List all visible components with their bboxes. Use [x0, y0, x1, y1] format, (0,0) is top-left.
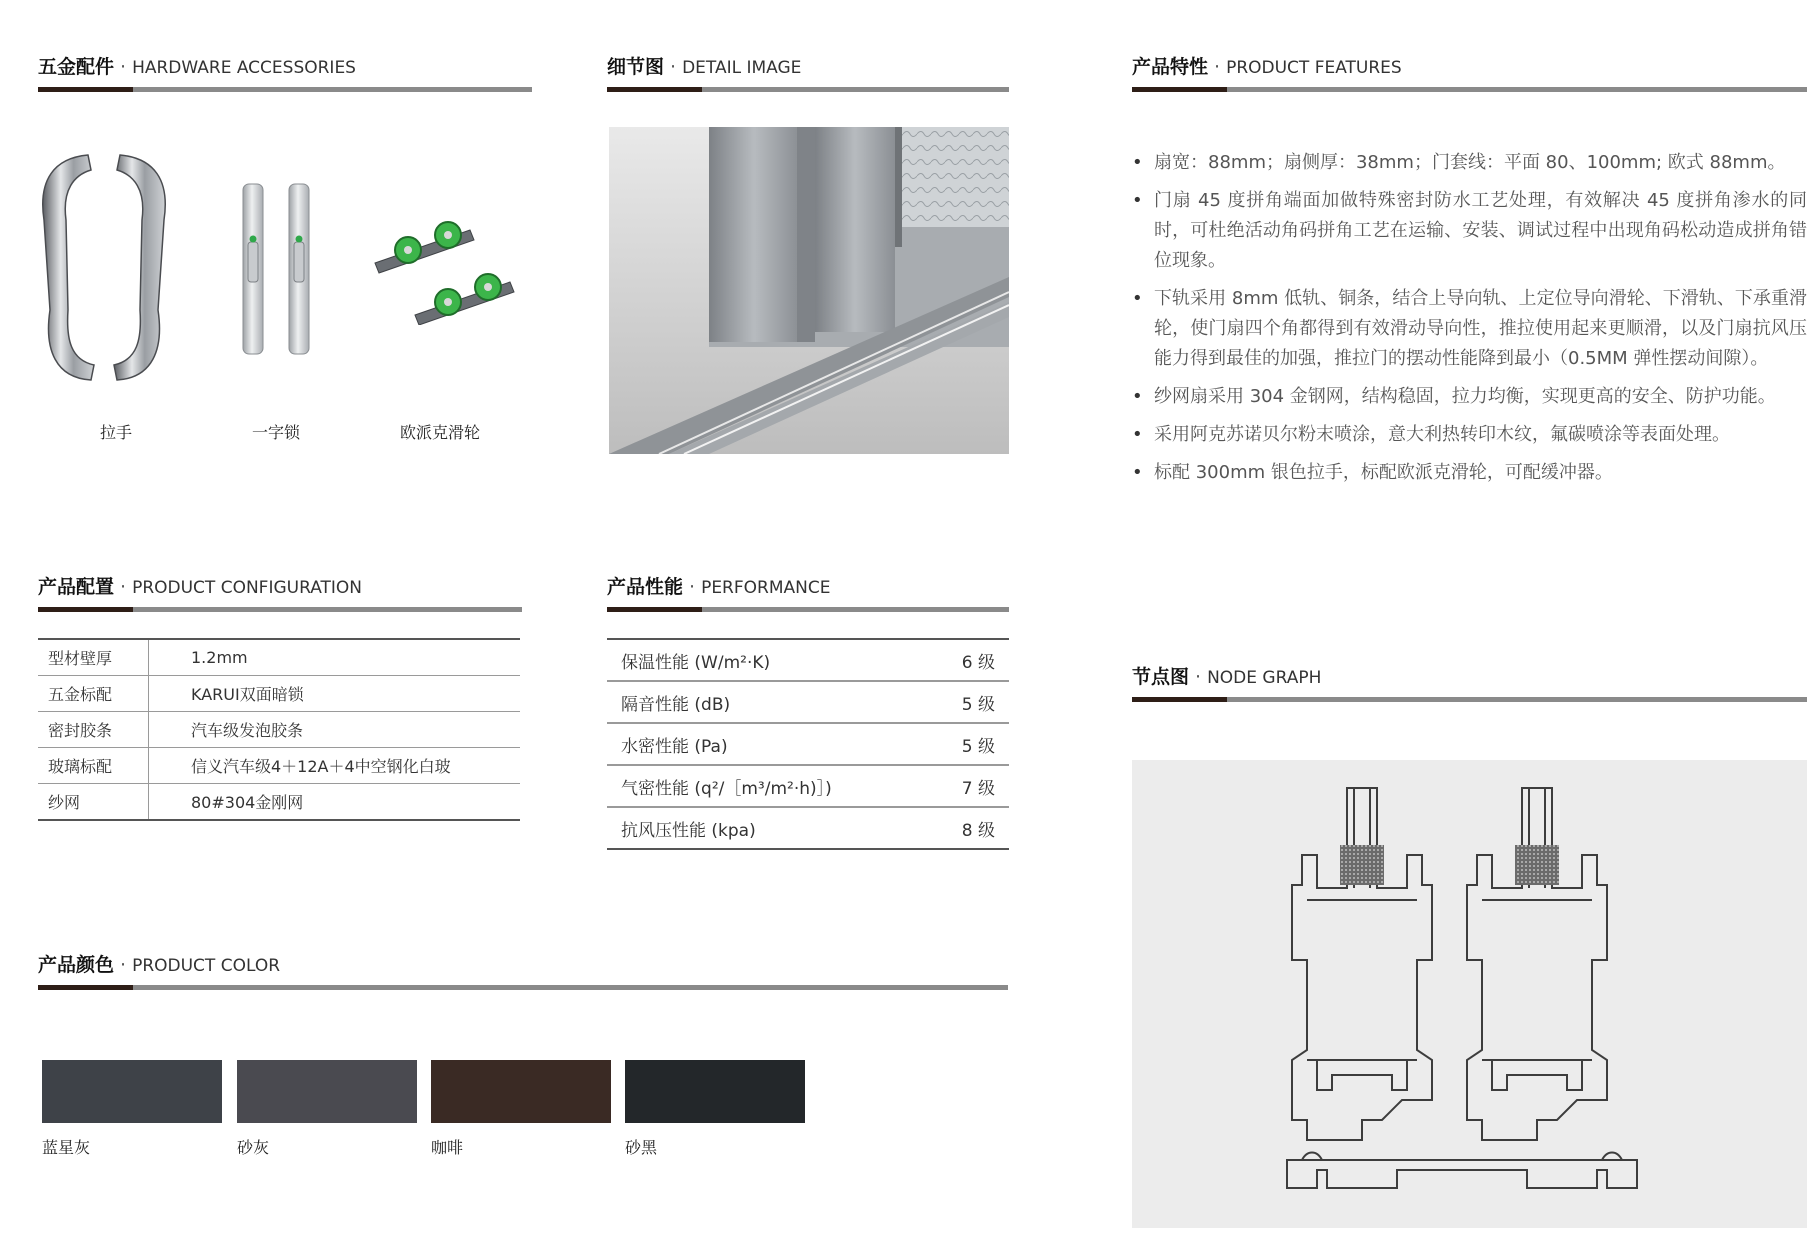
color-label: 砂黑 [625, 1138, 658, 1157]
section-rule [607, 87, 1009, 92]
hardware-title-en: HARDWARE ACCESSORIES [132, 58, 356, 78]
detail-section-title [607, 52, 801, 79]
detail-section-header [607, 52, 1009, 102]
section-rule-accent [38, 87, 133, 92]
section-rule [1132, 87, 1807, 92]
config-section-header [38, 572, 522, 622]
section-rule [38, 985, 1008, 990]
section-rule-accent [607, 607, 702, 612]
features-section-header [1132, 52, 1807, 102]
performance-level: 7 级 [927, 765, 1009, 807]
section-rule-accent [607, 87, 702, 92]
section-rule-accent [38, 607, 133, 612]
config-title-zh: 产品配置 [38, 576, 115, 598]
section-rule [607, 607, 1009, 612]
section-rule-accent [1132, 87, 1227, 92]
features-title-zh: 产品特性 [1132, 56, 1209, 78]
hardware-section-title [38, 52, 356, 79]
hardware-label-lock: 一字锁 [251, 423, 300, 442]
config-value: 信义汽车级4＋12A＋4中空钢化白玻 [149, 748, 521, 784]
performance-level: 5 级 [927, 681, 1009, 723]
hardware-title-zh: 五金配件 [38, 56, 115, 78]
title-separator: · [1214, 56, 1221, 78]
color-section-header [38, 950, 1008, 1000]
section-rule [38, 607, 522, 612]
feature-item: • 采用阿克苏诺贝尔粉末喷涂，意大利热转印木纹，氟碳喷涂等表面处理。 [1132, 420, 1807, 450]
performance-level: 5 级 [927, 723, 1009, 765]
performance-table [607, 638, 1009, 850]
hardware-section-header [38, 52, 532, 102]
detail-title-en: DETAIL IMAGE [682, 58, 802, 78]
section-rule [38, 87, 532, 92]
config-key: 玻璃标配 [38, 748, 149, 784]
node-profile-drawing [1132, 760, 1807, 1228]
performance-key: 水密性能 (Pa) [607, 723, 927, 765]
node-section-header [1132, 662, 1807, 712]
title-separator: · [120, 56, 127, 78]
door-handle-image [36, 150, 176, 385]
performance-title-en: PERFORMANCE [701, 578, 831, 598]
color-label: 蓝星灰 [42, 1138, 91, 1157]
features-list [1132, 148, 1807, 496]
door-detail-image [609, 127, 1009, 454]
color-swatch-blue-star-grey [42, 1060, 222, 1123]
color-title-en: PRODUCT COLOR [132, 956, 281, 976]
hardware-label-pulley: 欧派克滑轮 [399, 423, 480, 442]
node-title-zh: 节点图 [1132, 666, 1190, 688]
color-title-zh: 产品颜色 [38, 954, 115, 976]
feature-item: • 标配 300mm 银色拉手，标配欧派克滑轮，可配缓冲器。 [1132, 458, 1807, 488]
title-separator: · [670, 56, 677, 78]
performance-title-zh: 产品性能 [607, 576, 684, 598]
features-section-title [1132, 52, 1402, 79]
config-key: 型材壁厚 [38, 639, 149, 676]
feature-item: • 扇宽：88mm；扇侧厚：38mm；门套线：平面 80、100mm; 欧式 88mm。 [1132, 148, 1807, 178]
config-value: KARUI双面暗锁 [149, 676, 521, 712]
feature-item: • 下轨采用 8mm 低轨、铜条，结合上导向轨、上定位导向滑轮、下滑轨、下承重滑轮，使门扇四个角都得到有效滑动导向性，推拉使用起来更顺滑，以及门扇抗风压能力得到最佳的加强，推拉门的摆动性能降到最小（0.5MM 弹性摆动间隙）。 [1132, 284, 1807, 374]
performance-key: 气密性能 (q²/［m³/m²·h)］) [607, 765, 927, 807]
config-value: 汽车级发泡胶条 [149, 712, 521, 748]
title-separator: · [689, 576, 696, 598]
color-label: 咖啡 [431, 1138, 464, 1157]
color-label: 砂灰 [237, 1138, 270, 1157]
roller-pulley-image [370, 205, 530, 325]
title-separator: · [120, 954, 127, 976]
color-swatch-coffee [431, 1060, 611, 1123]
table-row [607, 681, 1009, 723]
feature-item: • 纱网扇采用 304 金钢网，结构稳固，拉力均衡，实现更高的安全、防护功能。 [1132, 382, 1807, 412]
section-rule-accent [1132, 697, 1227, 702]
config-key: 密封胶条 [38, 712, 149, 748]
config-key: 五金标配 [38, 676, 149, 712]
node-title-en: NODE GRAPH [1207, 668, 1322, 688]
table-row [38, 784, 520, 821]
table-row [38, 748, 520, 784]
detail-title-zh: 细节图 [607, 56, 665, 78]
performance-section-title [607, 572, 830, 599]
performance-key: 隔音性能 (dB) [607, 681, 927, 723]
node-section-title [1132, 662, 1321, 689]
performance-level: 8 级 [927, 807, 1009, 849]
title-separator: · [1195, 666, 1202, 688]
performance-key: 抗风压性能 (kpa) [607, 807, 927, 849]
flat-lock-image [237, 182, 317, 357]
performance-level: 6 级 [927, 639, 1009, 681]
table-row [607, 639, 1009, 681]
config-title-en: PRODUCT CONFIGURATION [132, 578, 363, 598]
config-table [38, 638, 520, 821]
color-section-title [38, 950, 280, 977]
config-key: 纱网 [38, 784, 149, 821]
config-value: 80#304金刚网 [149, 784, 521, 821]
table-row [607, 807, 1009, 849]
title-separator: · [120, 576, 127, 598]
table-row [607, 765, 1009, 807]
config-value: 1.2mm [149, 639, 521, 676]
color-swatch-sand-black [625, 1060, 805, 1123]
section-rule-accent [38, 985, 133, 990]
table-row [607, 723, 1009, 765]
table-row [38, 639, 520, 676]
hardware-label-handle: 拉手 [99, 423, 132, 442]
config-section-title [38, 572, 362, 599]
performance-key: 保温性能 (W/m²·K) [607, 639, 927, 681]
table-row [38, 712, 520, 748]
color-swatch-sand-grey [237, 1060, 417, 1123]
performance-section-header [607, 572, 1009, 622]
node-graph-panel [1132, 760, 1807, 1228]
features-title-en: PRODUCT FEATURES [1226, 58, 1402, 78]
feature-item: • 门扇 45 度拼角端面加做特殊密封防水工艺处理，有效解决 45 度拼角渗水的同时，可杜绝活动角码拼角工艺在运输、安装、调试过程中出现角码松动造成拼角错位现象。 [1132, 186, 1807, 276]
table-row [38, 676, 520, 712]
section-rule [1132, 697, 1807, 702]
